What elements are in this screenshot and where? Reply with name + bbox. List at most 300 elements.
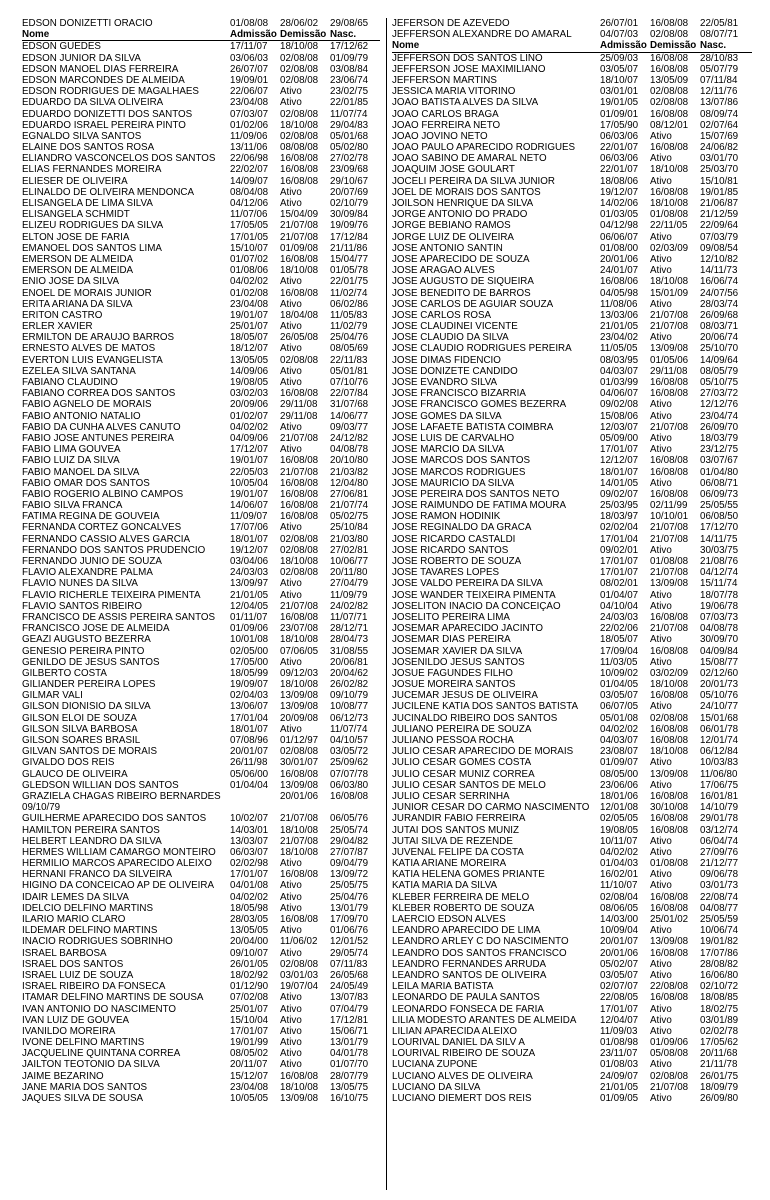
cell-demissao: 02/08/08 [280,533,319,545]
cell-nascimento: 29/10/67 [330,175,369,187]
cell-admissao: 18/01/06 [600,790,639,802]
table-row [22,86,380,97]
cell-nascimento: 25/05/59 [700,914,739,925]
table-row [392,299,752,310]
table-row [22,1048,380,1059]
cell-admissao: 03/05/07 [600,63,639,75]
cell-demissao: 13/09/08 [280,1093,319,1104]
table-row [392,657,752,668]
cell-demissao: 21/07/08 [650,421,689,433]
table-row [392,377,752,388]
cell-demissao: 20/01/06 [280,790,319,802]
cell-name: FERNANDA CORTEZ GONCALVES [22,522,182,534]
cell-demissao: 29/11/08 [650,365,688,377]
cell-demissao: Ativo [280,365,302,377]
table-row [392,858,752,869]
cell-name: JOSE CLAUDIO DA SILVA [392,332,509,344]
cell-admissao: 17/01/07 [600,567,639,579]
cell-admissao: 01/09/07 [600,757,639,769]
left-column [22,18,380,1104]
table-row [22,601,380,612]
table-row [392,713,752,724]
cell-name: JUVENAL FELIPE DA COSTA [392,846,524,858]
cell-nascimento: 25/09/62 [330,757,369,769]
cell-admissao: 10/02/07 [230,813,269,825]
cell-demissao: Ativo [650,1003,672,1015]
cell-name: EMERSON DE ALMEIDA [22,253,134,265]
cell-admissao: 08/03/95 [600,354,639,366]
cell-name: KATIA ARIANE MOREIRA [392,858,507,870]
cell-nascimento: 21/12/77 [700,858,739,870]
cell-name: FABIO OMAR DOS SANTOS [22,477,150,489]
cell-demissao: 18/10/08 [280,41,319,53]
cell-demissao: 16/08/08 [280,164,319,176]
cell-name: EGNALDO SILVA SANTOS [22,130,142,142]
cell-demissao: 16/08/08 [280,488,319,500]
cell-name: GILSON SILVA BARBOSA [22,723,138,735]
table-row [22,444,380,455]
cell-demissao: Ativo [650,600,672,612]
cell-nascimento: 09/08/54 [700,242,739,254]
cell-nascimento: 22/05/81 [700,18,739,29]
table-row [22,220,380,231]
cell-nascimento: 06/04/74 [700,835,739,847]
cell-demissao: Ativo [650,969,672,981]
cell-nascimento: 12/12/76 [700,399,739,411]
cell-name: JOSE MARCOS DOS SANTOS [392,455,531,467]
cell-admissao: 18/08/06 [600,175,639,187]
cell-name: JACQUELINE QUINTANA CORREA [22,1048,181,1060]
table-row [22,1015,380,1026]
cell-demissao: 01/09/08 [280,242,319,254]
table-row [22,299,380,310]
cell-nascimento: 01/06/76 [330,925,369,937]
table-row [392,176,752,187]
table-row [22,276,380,287]
cell-nascimento: 19/06/78 [700,600,739,612]
cell-nascimento: 20/10/80 [330,455,369,467]
cell-admissao: 01/04/07 [600,589,639,601]
cell-nascimento: 02/07/64 [700,119,739,131]
cell-name: JOSEMAR APARECIDO JACINTO [392,623,543,635]
cell-demissao: 16/08/08 [280,455,319,467]
table-row [392,1082,752,1093]
table-row [22,578,380,589]
cell-demissao: 21/07/08 [280,813,319,825]
cell-admissao: 01/09/01 [600,108,639,120]
cell-nascimento: 20/04/62 [330,667,369,679]
cell-nascimento: 15/06/71 [330,1025,369,1037]
cell-demissao: 16/08/08 [650,488,689,500]
cell-name: GIVALDO DOS REIS [22,757,115,769]
cell-admissao: 07/03/07 [230,108,269,120]
cell-name: JOSENILDO JESUS SANTOS [392,656,525,668]
cell-admissao: 03/05/07 [600,690,639,702]
cell-demissao: 28/06/02 [280,18,319,29]
table-row [22,612,380,623]
cell-admissao: 09/02/08 [600,399,639,411]
table-row [392,86,752,97]
cell-admissao: 10/09/04 [600,925,639,937]
cell-demissao: 21/07/08 [650,567,689,579]
cell-nascimento: 29/08/65 [330,18,369,29]
table-row [22,489,380,500]
cell-demissao: 21/07/08 [280,835,319,847]
cell-demissao: 01/08/08 [650,209,689,221]
cell-admissao: 05/09/00 [600,432,639,444]
cell-name: HIGINO DA CONCEICAO AP DE OLIVEIRA [22,880,214,892]
table-row [22,769,380,780]
cell-name: JUTAI DOS SANTOS MUNIZ [392,824,520,836]
cell-demissao: Ativo [650,958,672,970]
cell-demissao: Ativo [650,1025,672,1037]
cell-admissao: 20/09/06 [230,399,269,411]
cell-demissao: 22/11/05 [650,220,688,232]
cell-demissao: 02/08/08 [280,958,319,970]
table-row [22,914,380,925]
cell-admissao: 01/09/05 [600,1093,639,1104]
table-row [22,109,380,120]
cell-admissao: 17/01/04 [230,712,269,724]
table-row [22,791,380,802]
cell-name: FERNANDO JUNIO DE SOUZA [22,556,162,567]
cell-admissao: 20/04/00 [230,936,269,948]
cell-nascimento: 27/03/72 [700,388,739,400]
table-row [22,254,380,265]
cell-admissao: 22/02/07 [230,164,269,176]
document-page [22,18,752,1190]
cell-admissao: 01/08/03 [600,1059,639,1071]
cell-name: ISRAEL BARBOSA [22,947,107,959]
table-row [392,578,752,589]
cell-demissao: Ativo [280,298,302,310]
cell-name: JOSE PEREIRA DOS SANTOS NETO [392,488,560,500]
cell-demissao: 16/08/08 [280,511,319,523]
cell-nascimento: 03/01/70 [700,153,739,165]
header-nascimento: Nasc. [700,40,727,52]
cell-admissao: 11/05/05 [600,343,638,355]
cell-name: GEAZI AUGUSTO BEZERRA [22,634,151,646]
cell-name: JOCELI PEREIRA DA SILVA JUNIOR [392,175,555,187]
cell-demissao: 18/04/08 [280,309,319,321]
cell-nascimento: 09/03/77 [330,421,369,433]
cell-demissao: 02/08/08 [650,97,689,109]
cell-nascimento: 24/12/82 [330,432,369,444]
cell-name: JOSE APARECIDO DE SOUZA [392,253,530,265]
cell-admissao: 22/01/07 [600,164,639,176]
cell-demissao: 02/03/09 [650,242,689,254]
cell-nascimento: 17/12/81 [330,1014,369,1026]
cell-name: LEANDRO SANTOS DE OLIVEIRA [392,969,547,981]
cell-name: GUILHERME APARECIDO DOS SANTOS [22,813,207,825]
cell-demissao: 16/08/08 [650,902,689,914]
cell-name: LEANDRO FERNANDES ARRUDA [392,958,547,970]
cell-admissao: 04/03/07 [600,365,639,377]
cell-name: ELTON JOSE DE FARIA [22,231,130,243]
cell-name: JOSE AUGUSTO DE SIQUEIRA [392,276,534,288]
table-row [392,1059,752,1070]
cell-admissao: 11/08/06 [600,298,638,310]
table-row [22,634,380,645]
cell-admissao: 16/08/06 [600,276,639,288]
cell-name: EZELEA SILVA SANTANA [22,365,136,377]
cell-nascimento: 04/08/78 [330,444,369,456]
table-row [22,936,380,947]
cell-admissao: 22/06/07 [230,86,269,98]
cell-nascimento: 28/04/73 [330,634,369,646]
cell-demissao: 16/08/08 [650,790,689,802]
cell-nascimento: 15/11/74 [700,578,738,590]
cell-demissao: 18/10/08 [280,679,319,691]
table-row [22,1004,380,1015]
cell-name: JOSE BENEDITO DE BARROS [392,287,531,299]
cell-demissao: Ativo [650,701,672,713]
cell-demissao: 16/08/08 [280,153,319,165]
cell-admissao: 08/05/02 [230,1048,269,1060]
cell-nascimento: 17/12/62 [330,41,369,53]
cell-admissao: 23/08/07 [600,746,639,758]
table-row [22,64,380,75]
table-row [392,220,752,231]
table-row [22,869,380,880]
table-row [22,422,380,433]
cell-nascimento: 27/09/76 [700,846,739,858]
cell-name: KLEBER ROBERTO DE SOUZA [392,902,535,914]
cell-nascimento: 17/12/70 [700,522,739,534]
cell-name: KATIA HELENA GOMES PRIANTE [392,869,545,881]
cell-admissao: 07/02/08 [230,992,269,1004]
cell-demissao: 13/09/08 [650,343,689,355]
cell-admissao: 22/02/06 [600,623,639,635]
header-demissao: Demissão [280,29,327,41]
cell-admissao: 06/03/06 [600,153,639,165]
cell-name: JOSE DIMAS FIDENCIO [392,354,501,366]
cell-name: ERITON CASTRO [22,309,103,321]
cell-admissao: 11/09/03 [600,1025,638,1037]
cell-nascimento: 06/09/73 [700,488,739,500]
cell-admissao: 15/08/06 [600,410,639,422]
cell-demissao: 02/08/08 [650,712,689,724]
table-row [392,511,752,522]
cell-nascimento: 19/09/76 [330,220,369,232]
cell-admissao: 20/01/06 [600,253,639,265]
cell-name: JOSE FRANCISCO BIZARRIA [392,388,526,400]
cell-name: FABIO DA CUNHA ALVES CANUTO [22,421,181,433]
header-admissao: Admissão [600,40,647,52]
cell-demissao: 02/08/08 [650,1070,689,1082]
cell-admissao: 10/05/04 [230,477,269,489]
cell-nascimento: 03/08/84 [330,63,369,75]
cell-demissao: Ativo [280,578,302,590]
cell-name: JOEL DE MORAIS DOS SANTOS [392,186,541,198]
cell-name: JOAO CARLOS BRAGA [392,108,499,120]
cell-demissao: Ativo [650,589,672,601]
cell-nascimento: 30/03/75 [700,544,739,556]
table-row [392,276,752,287]
cell-nascimento: 21/07/74 [330,500,369,512]
cell-demissao: Ativo [650,634,672,646]
cell-admissao: 17/01/07 [230,1025,269,1037]
cell-nascimento: 22/09/64 [700,220,739,232]
cell-name: JOSE REGINALDO DA GRACA [392,522,532,534]
cell-demissao: 18/10/08 [280,119,319,131]
cell-name: ERMILTON DE ARAUJO BARROS [22,332,175,344]
cell-demissao: 13/09/08 [280,690,319,702]
table-row [22,590,380,601]
cell-name: HERNANI FRANCO DA SILVEIRA [22,869,173,881]
cell-nascimento: 13/01/79 [330,902,369,914]
cell-admissao: 01/04/04 [230,779,269,791]
cell-nascimento: 22/01/85 [330,97,369,109]
cell-demissao: Ativo [280,343,302,355]
cell-admissao: 26/07/01 [600,18,639,29]
cell-demissao: Ativo [280,377,302,388]
cell-admissao: 17/05/00 [230,656,269,668]
table-row [392,198,752,209]
cell-admissao: 04/09/06 [230,432,269,444]
cell-name: JOSE RICARDO SANTOS [392,544,509,556]
table-row [392,332,752,343]
cell-admissao: 04/07/03 [600,29,639,41]
cell-name: JULIO CESAR GOMES COSTA [392,757,532,769]
table-row [392,780,752,791]
cell-nascimento: 09/04/79 [330,858,369,870]
table-row [22,679,380,690]
cell-admissao: 18/05/07 [230,332,269,344]
cell-name: JOSE CARLOS ROSA [392,309,492,321]
cell-nascimento: 23/09/68 [330,164,369,176]
cell-demissao: 19/07/04 [280,981,319,993]
cell-name: ERLER XAVIER [22,321,93,333]
table-header-row [392,40,752,51]
table-row [392,254,752,265]
cell-admissao: 12/12/07 [600,455,639,467]
cell-admissao: 04/02/02 [230,891,269,903]
cell-admissao: 02/05/00 [230,645,269,657]
cell-name: GRAZIELA CHAGAS RIBEIRO BERNARDES [22,790,221,802]
cell-nascimento: 10/06/77 [330,556,369,567]
table-row [392,825,752,836]
cell-nascimento: 26/09/80 [700,1093,739,1104]
cell-demissao: 16/08/08 [650,611,689,623]
cell-name: ELAINE DOS SANTOS ROSA [22,142,155,154]
cell-demissao: Ativo [650,869,672,881]
cell-demissao: 18/10/08 [280,634,319,646]
cell-nascimento: 04/08/77 [700,902,739,914]
cell-nascimento: 15/08/77 [700,656,739,668]
cell-nascimento: 20/01/73 [700,679,739,691]
cell-demissao: 23/07/08 [280,623,319,635]
cell-nascimento: 02/02/78 [700,1025,739,1037]
cell-demissao: 02/08/08 [280,544,319,556]
cell-nascimento: 07/11/84 [700,74,738,86]
table-row [392,455,752,466]
table-row [392,411,752,422]
cell-name: JOSE ANTONIO SANTIN [392,242,503,254]
table-row [392,802,752,813]
table-row [22,780,380,791]
table-row [392,355,752,366]
cell-demissao: 16/08/08 [280,287,319,299]
cell-admissao: 12/04/07 [600,1014,639,1026]
cell-name: ERNESTO ALVES DE MATOS [22,343,156,355]
cell-name: KLEBER FERREIRA DE MELO [392,891,530,903]
cell-admissao: 21/01/05 [600,1081,639,1093]
cell-nascimento: 26/09/70 [700,421,739,433]
cell-admissao: 11/10/07 [600,880,638,892]
table-row [22,41,380,52]
cell-nascimento: 11/02/79 [330,321,368,333]
cell-admissao: 01/02/08 [230,287,269,299]
cell-name: LOURIVAL DANIEL DA SILV A [392,1037,525,1049]
table-row [22,343,380,354]
table-header-row [22,29,380,40]
cell-name: LUCIANO DA SILVA [392,1081,481,1093]
cell-demissao: 21/07/08 [650,309,689,321]
cell-name: FABIO SILVA FRANCA [22,500,123,512]
cell-nascimento: 08/09/74 [700,108,739,120]
cell-nascimento: 27/02/78 [330,153,369,165]
cell-admissao: 04/12/98 [600,220,639,232]
cell-name: IVONE DELFINO MARTINS [22,1037,145,1049]
cell-demissao: 16/08/08 [650,992,689,1004]
cell-name: GILSON ELOI DE SOUZA [22,712,137,724]
cell-demissao: 16/08/08 [280,768,319,780]
cell-nascimento: 13/05/75 [330,1081,369,1093]
cell-name: JOSE FRANCISCO GOMES BEZERRA [392,399,567,411]
table-row [392,590,752,601]
cell-demissao: Ativo [280,86,302,98]
cell-admissao: 01/04/05 [600,679,639,691]
cell-admissao: 05/01/08 [600,712,639,724]
cell-nascimento: 20/06/74 [700,332,739,344]
table-row [22,131,380,142]
cell-admissao: 07/08/96 [230,735,269,746]
cell-nascimento: 02/12/60 [700,667,739,679]
cell-demissao: 16/08/08 [280,611,319,623]
cell-demissao: 16/08/08 [650,824,689,836]
cell-admissao: 08/05/00 [600,768,639,780]
cell-nascimento: 03/01/73 [700,880,739,892]
cell-name: JESSICA MARIA VITORINO [392,86,516,98]
cell-demissao: 02/08/08 [280,354,319,366]
cell-nascimento: 09/06/78 [700,869,739,881]
cell-demissao: 30/10/08 [650,802,689,814]
table-row [392,724,752,735]
cell-name: HERMILIO MARCOS APARECIDO ALEIXO [22,858,212,870]
cell-admissao: 18/10/07 [600,74,639,86]
cell-admissao: 22/06/98 [230,153,269,165]
cell-admissao: 10/05/05 [230,1093,269,1104]
cell-demissao: 18/10/08 [280,1081,319,1093]
cell-nascimento: 24/07/56 [700,287,739,299]
cell-name: FRANCISCO DE ASSIS PEREIRA SANTOS [22,611,216,623]
cell-admissao: 11/03/05 [600,656,638,668]
cell-demissao: Ativo [280,321,302,333]
table-row [22,668,380,679]
cell-nascimento: 23/06/74 [330,74,369,86]
cell-nascimento: 26/05/68 [330,969,369,981]
cell-name: GILVAN SANTOS DE MORAIS [22,746,158,758]
cell-admissao: 11/09/06 [230,130,268,142]
table-row-continuation [22,802,380,813]
cell-nascimento: 25/04/76 [330,332,369,344]
cell-demissao: 09/12/03 [280,667,319,679]
table-row [392,1004,752,1015]
cell-demissao: 16/08/08 [650,18,689,29]
table-row [392,847,752,858]
cell-name: ISRAEL LUIZ DE SOUZA [22,969,134,981]
